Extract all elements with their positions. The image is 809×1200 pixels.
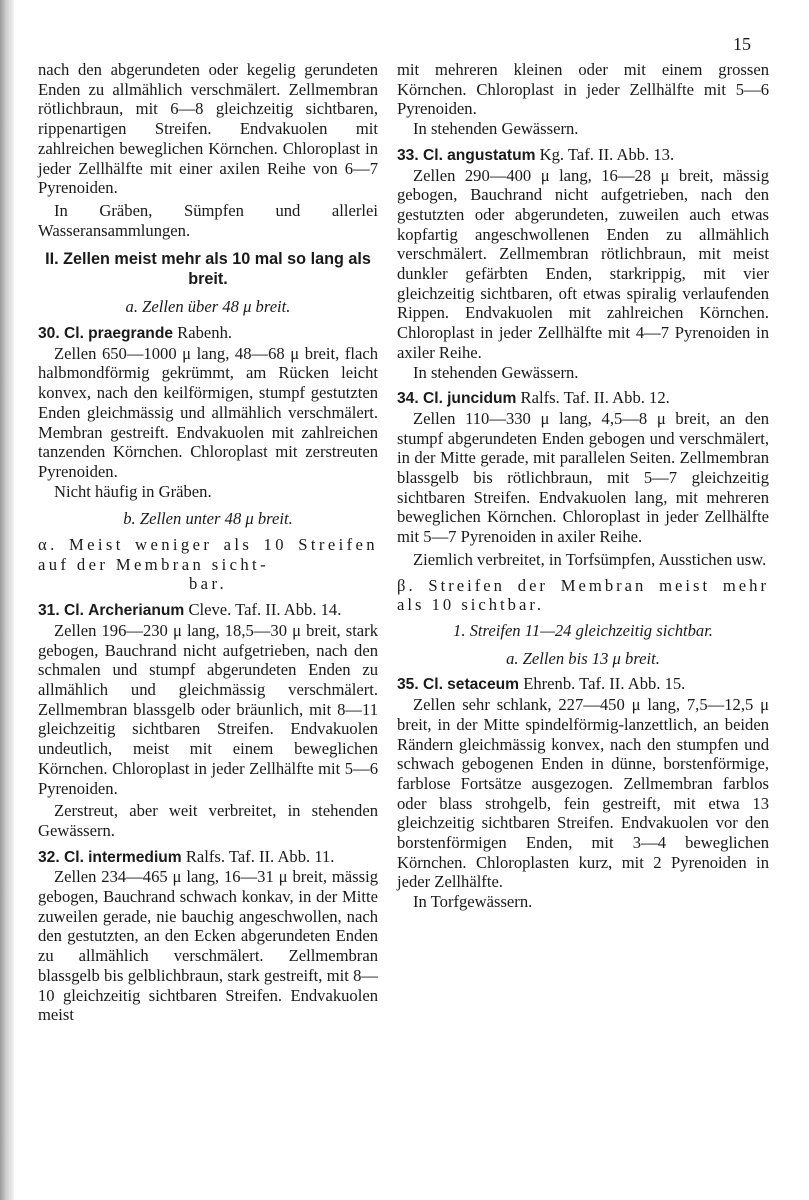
- species-description-33: Zellen 290—400 μ lang, 16—28 μ breit, mässig gebogen, Bauchrand nicht aufgetrieben, nach den gestutzten oder abgerundeten, zuweilen auch etwas kopfartig angeschwollenen Enden zu allmählich verschmälert. Zellmembran rötlichbraun, mit meist dunkler gefärbten Enden, starkrippig, mit vier gleichzeitig sichtbaren, oft etwas spiralig verlaufenden Rippen. Endvakuolen mit zahlreichen Körnchen. Chloroplast in jeder Zellhälfte mit 4—7 Pyrenoiden in axiler Reihe.: [397, 165, 769, 362]
- key-heading-1: 1. Streifen 11—24 gleichzeitig sichtbar.: [453, 620, 713, 640]
- species-number: 34. Cl.: [397, 390, 443, 408]
- species-author: Rabenh.: [173, 323, 233, 343]
- species-heading-34: [397, 388, 769, 409]
- species-author: Ralfs. Taf. II. Abb. 12.: [516, 388, 670, 408]
- key-alpha-text: α. Meist weniger als 10 Streifen auf der Membran sicht-: [38, 535, 378, 574]
- continued-description: nach den abgerundeten oder kegelig gerundeten Enden zu allmählich verschmälert. Zellmembran rötlichbraun, mit 6—8 gleichzeitig sichtbaren, rippenartigen Streifen. Endvakuolen mit zahlreichen beweglichen Körnchen. Chloroplast in jeder Zellhälfte mit einer axilen Reihe von 6—7 Pyrenoiden.: [38, 60, 378, 198]
- species-name: intermedium: [88, 848, 182, 866]
- habitat-text: In Gräben, Sümpfen und allerlei Wasseransammlungen.: [38, 200, 378, 240]
- key-alpha: [38, 535, 378, 594]
- species-description-31: Zellen 196—230 μ lang, 18,5—30 μ breit, stark gebogen, Bauchrand nicht aufgetrieben, nach den schmalen und stumpf abgerundeten Enden zu allmählich und gleichmässig verschmälert. Zellmembran blassgelb oder bräunlich, mit 8—11 gleichzeitig sichtbaren Streifen. Endvakuolen undeutlich, meist mit einem beweglichen Körnchen. Chloroplast in jeder Zellhälfte mit 5—6 Pyrenoiden.: [38, 620, 378, 798]
- species-name: juncidum: [447, 390, 517, 408]
- species-description-34: Zellen 110—330 μ lang, 4,5—8 μ breit, an den stumpf abgerundeten Enden gebogen und verschmälert, in der Mitte gerade, mit parallelen Seiten. Zellmembran blassgelb bis rötlichbraun, mit 5—7 gleichzeitig sichtbaren Streifen. Endvakuolen lang, mit mehreren beweglichen Körnchen. Chloroplast in jeder Zellhälfte mit 5—7 Pyrenoiden in axiler Reihe.: [397, 408, 769, 547]
- species-number: 31. Cl.: [38, 602, 84, 620]
- species-number: 33. Cl.: [397, 146, 443, 164]
- species-name: praegrande: [88, 325, 174, 343]
- species-heading-32: [38, 847, 378, 868]
- species-habitat-34: Ziemlich verbreitet, in Torfsümpfen, Ausstichen usw.: [413, 549, 767, 569]
- page-number: 15: [733, 34, 751, 54]
- right-column: [397, 60, 769, 912]
- book-binding-edge: [0, 0, 14, 1200]
- key-beta: β. Streifen der Membran meist mehr als 10 sichtbar.: [397, 575, 769, 615]
- section-heading-ii: II. Zellen meist mehr als 10 mal so lang als breit.: [45, 250, 371, 288]
- species-name: Archerianum: [88, 602, 185, 620]
- habitat-text: In stehenden Gewässern.: [413, 119, 579, 139]
- subsection-heading-a: a. Zellen über 48 μ breit.: [125, 297, 291, 317]
- species-description-32: Zellen 234—465 μ lang, 16—31 μ breit, mässig gebogen, Bauchrand schwach konkav, in der Mitte zuweilen gerade, nie bauchig angeschwollen, nach den gestutzten, an den Ecken abgerundeten Enden zu allmählich verschmälert. Zellmembran blassgelb bis gelblichbraun, stark gestreift, mit 8—10 gleichzeitig sichtbaren Streifen. Endvakuolen meist: [38, 867, 378, 1025]
- species-habitat-31: Zerstreut, aber weit verbreitet, in stehenden Gewässern.: [38, 801, 378, 840]
- species-habitat-33: In stehenden Gewässern.: [413, 362, 579, 382]
- species-author: Ralfs. Taf. II. Abb. 11.: [181, 846, 335, 866]
- species-heading-30: [38, 323, 378, 344]
- species-number: 32. Cl.: [38, 848, 84, 866]
- species-author: Cleve. Taf. II. Abb. 14.: [184, 600, 342, 620]
- left-column: [38, 60, 378, 1025]
- species-number: 30. Cl.: [38, 325, 84, 343]
- species-description-30: Zellen 650—1000 μ lang, 48—68 μ breit, flach halbmondförmig gekrümmt, am Rücken leicht konvex, nach den keilförmigen, stumpf gestutzten Enden gleichmässig und allmählich verschmälert. Membran gestreift. Endvakuolen mit zahlreichen tanzenden Körnchen. Chloroplast mit zerstreuten Pyrenoiden.: [38, 343, 378, 481]
- key-alpha-end: bar.: [188, 574, 228, 594]
- species-heading-31: [38, 600, 378, 621]
- subsection-heading-a: a. Zellen bis 13 μ breit.: [506, 648, 660, 668]
- subsection-heading-b: b. Zellen unter 48 μ breit.: [123, 509, 293, 529]
- species-heading-33: [397, 145, 769, 166]
- species-author: Ehrenb. Taf. II. Abb. 15.: [519, 674, 686, 694]
- species-name: angustatum: [447, 146, 536, 164]
- species-habitat-30: Nicht häufig in Gräben.: [54, 481, 212, 501]
- species-heading-35: [397, 674, 769, 695]
- species-habitat-35: In Torfgewässern.: [413, 892, 533, 912]
- continued-description: mit mehreren kleinen oder mit einem grossen Körnchen. Chloroplast in jeder Zellhälfte mit 5—6 Pyrenoiden.: [397, 60, 769, 119]
- species-name: setaceum: [447, 676, 520, 694]
- species-number: 35. Cl.: [397, 676, 443, 694]
- species-author: Kg. Taf. II. Abb. 13.: [535, 144, 675, 164]
- species-description-35: Zellen sehr schlank, 227—450 μ lang, 7,5—12,5 μ breit, in der Mitte spindelförmig-lanzettlich, an beiden Rändern gleichmässig konvex, nach den stumpfen und schwach gebogenen Enden in dünne, borstenförmige, farblose Fortsätze ausgezogen. Zellmembran farblos oder blass strohgelb, fein gestreift, mit etwa 13 gleichzeitig sichtbaren Streifen. Endvakuolen vor den borstenförmigen Enden, mit 3—4 beweglichen Körnchen. Chloroplasten kurz, mit 2 Pyrenoiden in jeder Zellhälfte.: [397, 695, 769, 892]
